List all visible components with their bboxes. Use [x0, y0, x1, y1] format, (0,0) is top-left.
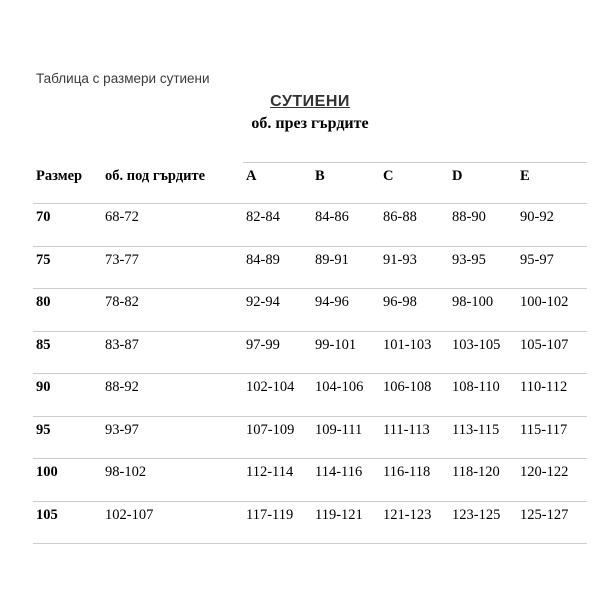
cell-size: 70	[33, 204, 102, 247]
cell-underbust: 102-107	[102, 501, 243, 544]
header-cup-c: C	[380, 163, 449, 204]
cell-underbust: 88-92	[102, 374, 243, 417]
cell-cup-e: 100-102	[517, 289, 587, 332]
cell-cup-b: 94-96	[312, 289, 380, 332]
cell-size: 105	[33, 501, 102, 544]
cell-cup-e: 115-117	[517, 416, 587, 459]
title-block	[33, 93, 587, 133]
cell-underbust: 78-82	[102, 289, 243, 332]
cell-cup-b: 89-91	[312, 246, 380, 289]
header-size: Размер	[33, 163, 102, 204]
cell-cup-d: 108-110	[449, 374, 517, 417]
cell-size: 75	[33, 246, 102, 289]
table-row-95	[33, 416, 587, 459]
cell-cup-d: 93-95	[449, 246, 517, 289]
cell-underbust: 93-97	[102, 416, 243, 459]
cell-cup-a: 107-109	[243, 416, 312, 459]
table-row-80	[33, 289, 587, 332]
cell-cup-e: 105-107	[517, 331, 587, 374]
cell-cup-a: 82-84	[243, 204, 312, 247]
cell-cup-c: 91-93	[380, 246, 449, 289]
cell-cup-e: 95-97	[517, 246, 587, 289]
table-row-85	[33, 331, 587, 374]
cell-cup-e: 120-122	[517, 459, 587, 502]
cell-size: 95	[33, 416, 102, 459]
header-cup-e: E	[517, 163, 587, 204]
cell-cup-c: 116-118	[380, 459, 449, 502]
header-row	[33, 163, 587, 204]
page-caption: Таблица с размери сутиени	[36, 71, 210, 86]
header-cup-d: D	[449, 163, 517, 204]
cell-cup-c: 96-98	[380, 289, 449, 332]
cell-cup-d: 98-100	[449, 289, 517, 332]
cell-cup-b: 119-121	[312, 501, 380, 544]
cell-cup-c: 101-103	[380, 331, 449, 374]
table-row-90	[33, 374, 587, 417]
cell-size: 80	[33, 289, 102, 332]
cell-cup-b: 99-101	[312, 331, 380, 374]
cell-cup-a: 117-119	[243, 501, 312, 544]
cell-cup-d: 118-120	[449, 459, 517, 502]
table-row-75	[33, 246, 587, 289]
cell-cup-d: 113-115	[449, 416, 517, 459]
cell-underbust: 98-102	[102, 459, 243, 502]
cell-cup-e: 90-92	[517, 204, 587, 247]
cell-cup-a: 97-99	[243, 331, 312, 374]
page-title: СУТИЕНИ	[270, 93, 350, 110]
cell-cup-c: 121-123	[380, 501, 449, 544]
table-row-70	[33, 204, 587, 247]
cell-cup-b: 84-86	[312, 204, 380, 247]
cell-cup-b: 104-106	[312, 374, 380, 417]
cell-cup-a: 102-104	[243, 374, 312, 417]
cell-cup-d: 103-105	[449, 331, 517, 374]
table-row-105	[33, 501, 587, 544]
cell-cup-c: 111-113	[380, 416, 449, 459]
cell-size: 85	[33, 331, 102, 374]
header-cup-a: A	[243, 163, 312, 204]
bra-size-table	[33, 162, 587, 544]
cell-cup-b: 109-111	[312, 416, 380, 459]
cell-size: 100	[33, 459, 102, 502]
cell-cup-e: 125-127	[517, 501, 587, 544]
cell-cup-d: 123-125	[449, 501, 517, 544]
table-row-100	[33, 459, 587, 502]
page-subtitle: об. през гърдите	[251, 115, 369, 132]
cell-underbust: 73-77	[102, 246, 243, 289]
cell-cup-a: 84-89	[243, 246, 312, 289]
cell-cup-a: 112-114	[243, 459, 312, 502]
cell-cup-e: 110-112	[517, 374, 587, 417]
cell-size: 90	[33, 374, 102, 417]
cell-cup-c: 106-108	[380, 374, 449, 417]
cell-cup-b: 114-116	[312, 459, 380, 502]
cell-cup-d: 88-90	[449, 204, 517, 247]
cell-underbust: 83-87	[102, 331, 243, 374]
header-cup-b: B	[312, 163, 380, 204]
cell-underbust: 68-72	[102, 204, 243, 247]
header-underbust: об. под гърдите	[102, 163, 243, 204]
cell-cup-c: 86-88	[380, 204, 449, 247]
cell-cup-a: 92-94	[243, 289, 312, 332]
